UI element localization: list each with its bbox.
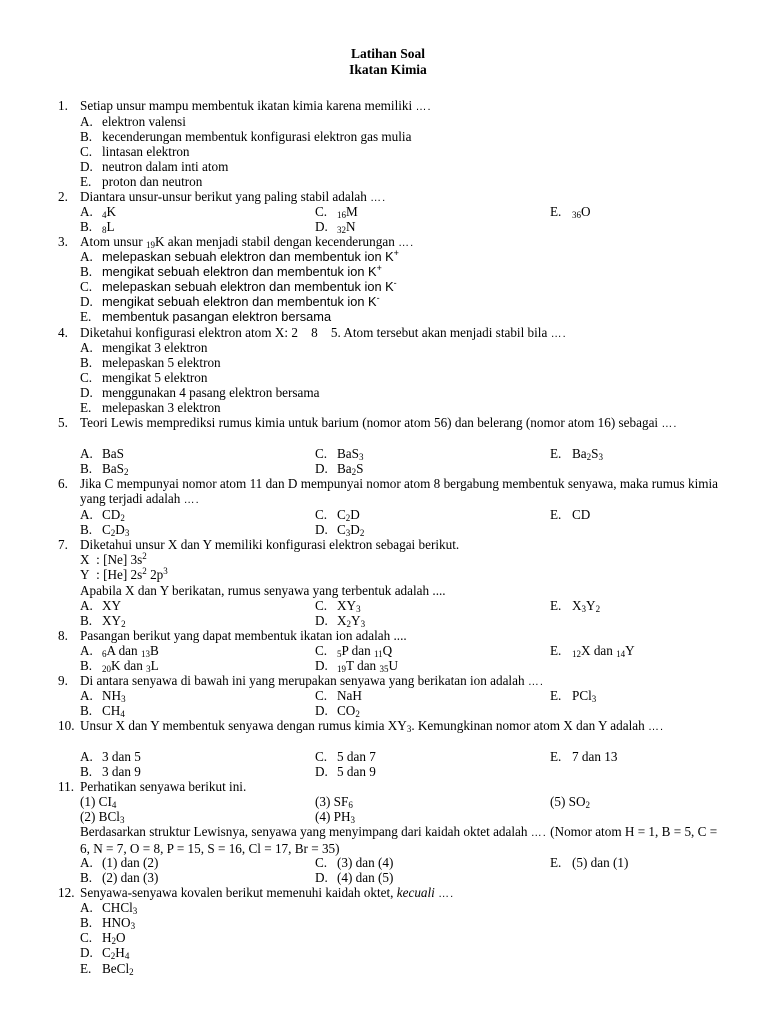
option-label: D. <box>80 385 93 400</box>
option-label: B. <box>80 129 93 144</box>
option-label: D. <box>315 613 328 628</box>
option-text: $_{32}$N <box>337 219 356 235</box>
compound-item: (3) $SF_6$ <box>315 794 353 810</box>
option-label: E. <box>80 309 92 324</box>
option-text: CHCl$_3$ <box>102 900 138 916</box>
option-label: E. <box>550 204 562 219</box>
option-label: A. <box>80 598 93 613</box>
option-text: $_6$A dan $_{13}$B <box>102 643 159 659</box>
question-number: 3. <box>58 234 68 249</box>
answer-option[interactable] <box>80 764 141 779</box>
option-text: elektron valensi <box>102 114 186 129</box>
answer-option[interactable] <box>550 855 628 870</box>
compound-item: (4) $PH_3$ <box>315 809 356 825</box>
option-text: proton dan neutron <box>102 174 203 189</box>
option-label: E. <box>550 749 562 764</box>
option-label: B. <box>80 355 93 370</box>
question-number: 7. <box>58 537 68 552</box>
option-text: $_{12}$X dan $_{14}$Y <box>572 643 635 659</box>
question-text: Di antara senyawa di bawah ini yang merupakan senyawa yang berikatan ion adalah …. <box>80 673 544 688</box>
compound-item: (5) $SO_2$ <box>550 794 591 810</box>
option-label: C. <box>315 749 328 764</box>
answer-option[interactable] <box>80 129 411 144</box>
answer-option[interactable] <box>315 461 364 476</box>
option-label: A. <box>80 446 93 461</box>
option-text: $H_2O$ <box>102 930 126 946</box>
option-text: $XY_2$ <box>102 613 126 629</box>
answer-option[interactable] <box>80 522 129 537</box>
option-text: $X_3Y_2$ <box>572 598 601 614</box>
answer-option[interactable] <box>315 446 363 461</box>
answer-option[interactable] <box>80 658 159 673</box>
answer-option[interactable] <box>80 385 320 400</box>
answer-option[interactable] <box>315 613 365 628</box>
option-text: $X_2Y_3$ <box>337 613 366 629</box>
answer-option[interactable] <box>315 219 356 234</box>
option-label: C. <box>315 598 328 613</box>
option-label: D. <box>315 522 328 537</box>
option-label: A. <box>80 204 93 219</box>
question-number: 4. <box>58 325 68 340</box>
option-label: D. <box>315 658 328 673</box>
option-label: C. <box>315 643 328 658</box>
question-detail: Berdasarkan struktur Lewisnya, senyawa yang menyimpang dari kaidah oktet adalah …. (Nomor atom H = 1, B = 5, C = 6, N = 7, O = 8, P = 15, S = 16, Cl = 17, Br = 35) <box>80 824 718 857</box>
answer-option[interactable] <box>550 507 590 522</box>
option-text: $C_2H_4$ <box>102 945 130 961</box>
answer-option[interactable] <box>80 340 207 355</box>
answer-option[interactable] <box>315 522 364 537</box>
question-text: Pasangan berikut yang dapat membentuk ikatan ion adalah .... <box>80 628 407 643</box>
answer-option[interactable] <box>315 688 362 703</box>
option-label: B. <box>80 461 93 476</box>
option-text: $CD_2$ <box>102 507 125 523</box>
answer-option[interactable] <box>80 279 397 294</box>
option-label: B. <box>80 915 93 930</box>
option-text: mengikat sebuah elektron dan membentuk ion K- <box>102 293 380 309</box>
option-text: (2) dan (3) <box>102 870 159 885</box>
answer-option[interactable] <box>80 461 128 476</box>
option-label: B. <box>80 658 93 673</box>
option-label: C. <box>315 688 328 703</box>
option-text: $XY_3$ <box>337 598 361 614</box>
option-label: C. <box>315 855 328 870</box>
option-label: A. <box>80 688 93 703</box>
option-label: B. <box>80 219 93 234</box>
option-label: E. <box>550 446 562 461</box>
option-text: melepaskan sebuah elektron dan membentuk ion K- <box>102 278 397 294</box>
option-text: 3 dan 9 <box>102 764 141 779</box>
option-text: NaH <box>337 688 362 703</box>
option-label: C. <box>80 930 93 945</box>
answer-option[interactable] <box>550 598 600 613</box>
option-text: (4) dan (5) <box>337 870 394 885</box>
question-text: Perhatikan senyawa berikut ini. <box>80 779 247 794</box>
option-text: (5) dan (1) <box>572 855 629 870</box>
question-number: 2. <box>58 189 68 204</box>
option-text: kecenderungan membentuk konfigurasi elektron gas mulia <box>102 129 412 144</box>
option-text: melepaskan 3 elektron <box>102 400 221 415</box>
option-text: 5 dan 9 <box>337 764 376 779</box>
option-label: A. <box>80 249 93 264</box>
answer-option[interactable] <box>80 930 126 945</box>
option-label: E. <box>550 855 562 870</box>
option-text: BaS$_3$ <box>337 446 364 462</box>
answer-option[interactable] <box>80 870 158 885</box>
answer-option[interactable] <box>80 643 159 658</box>
question-number: 5. <box>58 415 68 430</box>
option-label: C. <box>80 279 93 294</box>
page-title: Latihan Soal <box>351 46 425 61</box>
option-text: $_{19}$T dan $_{35}$U <box>337 658 398 674</box>
option-label: A. <box>80 855 93 870</box>
answer-option[interactable] <box>80 749 141 764</box>
question-text: Atom unsur $_{19}$K akan menjadi stabil dengan kecenderungan …. <box>80 234 415 250</box>
option-label: B. <box>80 870 93 885</box>
option-text: 7 dan 13 <box>572 749 618 764</box>
option-text: mengikat 3 elektron <box>102 340 208 355</box>
option-text: $NH_3$ <box>102 688 126 704</box>
question-number: 8. <box>58 628 68 643</box>
option-label: E. <box>80 961 92 976</box>
answer-option[interactable] <box>80 703 125 718</box>
option-text: $_{36}$O <box>572 204 591 220</box>
answer-option[interactable] <box>80 174 202 189</box>
option-text: $_{20}$K dan $_3$L <box>102 658 159 674</box>
option-label: C. <box>80 370 93 385</box>
option-text: CD <box>572 507 591 522</box>
option-label: A. <box>80 507 93 522</box>
option-text: menggunakan 4 pasang elektron bersama <box>102 385 320 400</box>
option-label: E. <box>80 174 92 189</box>
answer-option[interactable] <box>80 219 115 234</box>
option-label: B. <box>80 703 93 718</box>
option-text: membentuk pasangan elektron bersama <box>102 309 332 324</box>
answer-option[interactable] <box>80 159 228 174</box>
option-text: (1) dan (2) <box>102 855 159 870</box>
option-text: BeCl$_2$ <box>102 961 134 977</box>
option-label: B. <box>80 264 93 279</box>
answer-option[interactable] <box>550 446 603 461</box>
option-text: melepaskan 5 elektron <box>102 355 221 370</box>
answer-option[interactable] <box>80 688 126 703</box>
answer-option[interactable] <box>80 900 137 915</box>
option-label: D. <box>80 294 93 309</box>
question-text: Unsur X dan Y membentuk senyawa dengan rumus kimia $XY_3$. Kemungkinan nomor atom X dan Y adalah …. <box>80 718 665 734</box>
option-label: E. <box>550 507 562 522</box>
answer-option[interactable] <box>315 764 376 779</box>
option-label: C. <box>315 204 328 219</box>
option-text: XY <box>102 598 122 613</box>
question-text: Diketahui unsur X dan Y memiliki konfigurasi elektron sebagai berikut. <box>80 537 460 552</box>
option-label: C. <box>315 507 328 522</box>
answer-option[interactable] <box>80 613 126 628</box>
option-text: $CO_2$ <box>337 703 360 719</box>
answer-option[interactable] <box>80 961 134 976</box>
option-label: A. <box>80 643 93 658</box>
option-text: BaS <box>102 446 124 461</box>
option-label: D. <box>80 945 93 960</box>
option-text: mengikat sebuah elektron dan membentuk ion K+ <box>102 263 382 279</box>
answer-option[interactable] <box>80 204 116 219</box>
question-number: 1. <box>58 98 68 113</box>
answer-option[interactable] <box>80 294 380 309</box>
answer-option[interactable] <box>315 870 393 885</box>
question-text: Senyawa-senyawa kovalen berikut memenuhi kaidah oktet, kecuali …. <box>80 885 455 900</box>
option-label: B. <box>80 764 93 779</box>
answer-option[interactable] <box>80 264 382 279</box>
option-label: D. <box>315 219 328 234</box>
question-text: Teori Lewis memprediksi rumus kimia untuk barium (nomor atom 56) dan belerang (nomor atom 16) sebagai …. <box>80 415 678 430</box>
option-label: D. <box>80 159 93 174</box>
compound-item: (1) $CI_4$ <box>80 794 117 810</box>
option-label: A. <box>80 749 93 764</box>
question-number: 6. <box>58 476 68 491</box>
answer-option[interactable] <box>550 204 591 219</box>
option-text: $Ba_2S_3$ <box>572 446 603 462</box>
question-text: Jika C mempunyai nomor atom 11 dan D mempunyai nomor atom 8 bergabung membentuk senyawa, maka rumus kimia yang terjadi adalah …. <box>80 476 719 507</box>
answer-option[interactable] <box>80 309 331 324</box>
option-text: melepaskan sebuah elektron dan membentuk ion K+ <box>102 248 399 264</box>
answer-option[interactable] <box>80 400 221 415</box>
option-label: A. <box>80 340 93 355</box>
answer-option[interactable] <box>315 703 360 718</box>
question-number: 12. <box>58 885 75 900</box>
answer-option[interactable] <box>80 249 399 264</box>
option-label: C. <box>80 144 93 159</box>
answer-option[interactable] <box>80 370 207 385</box>
option-text: $_8$L <box>102 219 115 235</box>
answer-option[interactable] <box>80 507 125 522</box>
answer-option[interactable] <box>315 643 392 658</box>
compound-item: (2) BCl$_3$ <box>80 809 125 825</box>
option-label: A. <box>80 900 93 915</box>
answer-option[interactable] <box>315 507 360 522</box>
option-text: $Ba_2S$ <box>337 461 364 477</box>
question-text: Diantara unsur-unsur berikut yang paling stabil adalah …. <box>80 189 387 204</box>
option-text: $_{16}$M <box>337 204 358 220</box>
option-label: A. <box>80 114 93 129</box>
page-subtitle: Ikatan Kimia <box>349 62 427 77</box>
answer-option[interactable] <box>80 114 186 129</box>
option-label: E. <box>550 598 562 613</box>
option-label: E. <box>550 643 562 658</box>
option-text: BaS$_2$ <box>102 461 129 477</box>
answer-option[interactable] <box>80 144 190 159</box>
question-number: 11. <box>58 779 74 794</box>
option-text: $C_3D_2$ <box>337 522 365 538</box>
question-detail: Y : [He] $2s^2$ $2p^3$ <box>80 566 168 582</box>
option-text: neutron dalam inti atom <box>102 159 229 174</box>
answer-option[interactable] <box>80 855 158 870</box>
answer-option[interactable] <box>315 598 361 613</box>
question-number: 10. <box>58 718 75 733</box>
option-text: $HNO_3$ <box>102 915 136 931</box>
option-text: $C_2D$ <box>337 507 360 523</box>
option-text: lintasan elektron <box>102 144 190 159</box>
option-text: $CH_4$ <box>102 703 125 719</box>
option-label: E. <box>80 400 92 415</box>
answer-option[interactable] <box>315 658 398 673</box>
option-label: D. <box>315 461 328 476</box>
option-label: D. <box>315 703 328 718</box>
option-text: PCl$_3$ <box>572 688 597 704</box>
answer-option[interactable] <box>315 855 393 870</box>
answer-option[interactable] <box>80 945 129 960</box>
question-detail: Apabila X dan Y berikatan, rumus senyawa yang terbentuk adalah .... <box>80 583 446 598</box>
option-label: C. <box>315 446 328 461</box>
option-text: $C_2D_3$ <box>102 522 130 538</box>
question-text: Diketahui konfigurasi elektron atom X: 2 8 5. Atom tersebut akan menjadi stabil bila …. <box>80 325 567 340</box>
option-label: B. <box>80 613 93 628</box>
option-label: E. <box>550 688 562 703</box>
option-label: D. <box>315 870 328 885</box>
option-label: B. <box>80 522 93 537</box>
question-number: 9. <box>58 673 68 688</box>
option-label: D. <box>315 764 328 779</box>
answer-option[interactable] <box>550 749 617 764</box>
answer-option[interactable] <box>315 749 376 764</box>
option-text: mengikat 5 elektron <box>102 370 208 385</box>
answer-option[interactable] <box>80 446 124 461</box>
answer-option[interactable] <box>315 204 358 219</box>
option-text: $_4$K <box>102 204 117 220</box>
answer-option[interactable] <box>80 915 135 930</box>
option-text: (3) dan (4) <box>337 855 394 870</box>
option-text: $_5$P dan $_{11}$Q <box>337 643 393 659</box>
question-detail: X : [Ne] $3s^2$ <box>80 551 147 567</box>
question-text: Setiap unsur mampu membentuk ikatan kimia karena memiliki …. <box>80 98 432 113</box>
answer-option[interactable] <box>80 355 221 370</box>
answer-option[interactable] <box>80 598 121 613</box>
option-text: 3 dan 5 <box>102 749 141 764</box>
answer-option[interactable] <box>550 688 596 703</box>
option-text: 5 dan 7 <box>337 749 376 764</box>
answer-option[interactable] <box>550 643 635 658</box>
